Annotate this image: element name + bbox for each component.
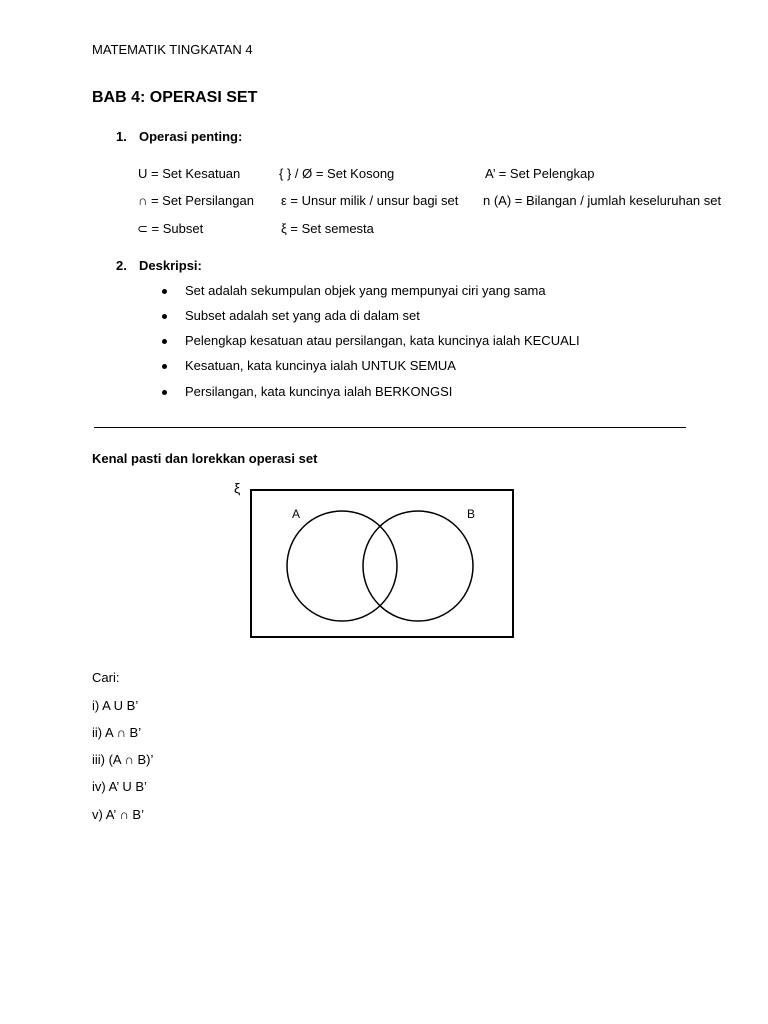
description-item: Persilangan, kata kuncinya ialah BERKONGSI bbox=[185, 384, 453, 399]
question-item: v) A’ ∩ B’ bbox=[92, 807, 144, 822]
description-item: Kesatuan, kata kuncinya ialah UNTUK SEMUA bbox=[185, 358, 456, 373]
operation-complement: A’ = Set Pelengkap bbox=[485, 166, 595, 181]
set-b-label: B bbox=[467, 507, 476, 521]
operation-element: ε = Unsur milik / unsur bagi set bbox=[281, 193, 459, 208]
question-item: ii) A ∩ B’ bbox=[92, 725, 142, 740]
operation-subset: ⊂ = Subset bbox=[137, 221, 204, 236]
questions-heading: Cari: bbox=[92, 670, 120, 685]
horizontal-divider bbox=[94, 427, 686, 428]
operation-intersection: ∩ = Set Persilangan bbox=[138, 193, 254, 208]
bullet-icon bbox=[162, 390, 167, 395]
question-item: iii) (A ∩ B)’ bbox=[92, 752, 154, 767]
section-2-number: 2. bbox=[116, 258, 127, 273]
description-item: Subset adalah set yang ada di dalam set bbox=[185, 308, 420, 323]
operation-cardinality: n (A) = Bilangan / jumlah keseluruhan set bbox=[483, 193, 722, 208]
operation-universal-set: ξ = Set semesta bbox=[281, 221, 374, 236]
question-item: iv) A’ U B’ bbox=[92, 779, 147, 794]
set-a-label: A bbox=[292, 507, 301, 521]
section-2-title: Deskripsi: bbox=[139, 258, 202, 273]
bullet-icon bbox=[162, 339, 167, 344]
section-1-number: 1. bbox=[116, 129, 127, 144]
set-a-circle bbox=[287, 511, 397, 621]
page-header: MATEMATIK TINGKATAN 4 bbox=[92, 42, 253, 57]
venn-diagram bbox=[230, 476, 520, 646]
bullet-icon bbox=[162, 364, 167, 369]
question-item: i) A U B’ bbox=[92, 698, 139, 713]
description-item: Pelengkap kesatuan atau persilangan, kata kuncinya ialah KECUALI bbox=[185, 333, 580, 348]
bullet-icon bbox=[162, 314, 167, 319]
operation-empty-set: { } / Ø = Set Kosong bbox=[279, 166, 395, 181]
chapter-title: BAB 4: OPERASI SET bbox=[92, 89, 258, 106]
bullet-icon bbox=[162, 289, 167, 294]
operation-union: U = Set Kesatuan bbox=[138, 166, 241, 181]
set-b-circle bbox=[363, 511, 473, 621]
section-1-title: Operasi penting: bbox=[139, 129, 243, 144]
universal-set-symbol: ξ bbox=[234, 480, 241, 496]
task-title: Kenal pasti dan lorekkan operasi set bbox=[92, 451, 318, 466]
description-item: Set adalah sekumpulan objek yang mempunyai ciri yang sama bbox=[185, 283, 546, 298]
